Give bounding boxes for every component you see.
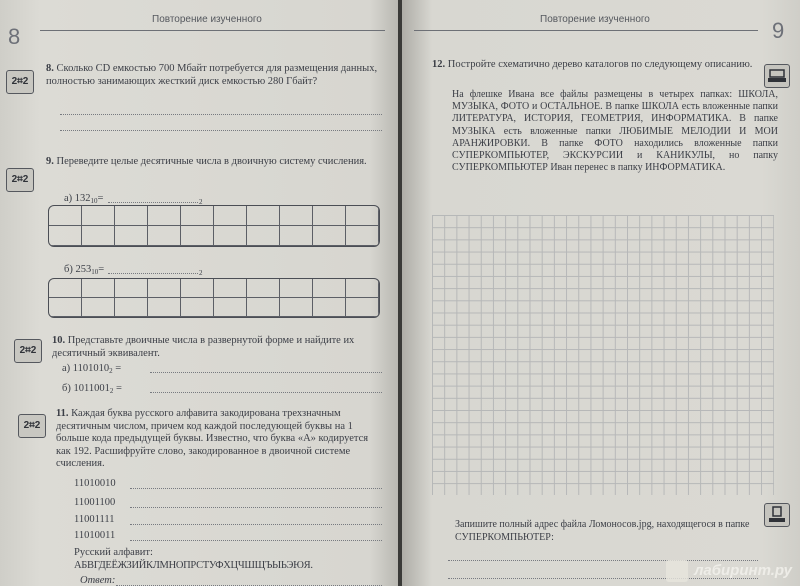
binary-b [62, 382, 122, 398]
answer-line[interactable] [130, 488, 382, 489]
task-description: На флешке Ивана все файлы размещены в четырех папках: ШКОЛА, МУЗЫКА, ФОТО и ОСТАЛЬНОЕ. В папке ШКОЛА есть вложенные папки ЛИТЕРАТУРА, ИСТОРИЯ, ГЕОМЕТРИЯ, ИНФОРМАТИКА. В папке МУЗЫКА есть вложенные папки ЛЮБИМЫЕ МЕЛОДИИ И МОИ АРАНЖИРОВКИ. В папке ФОТО находились вложенные папки СУПЕРКОМПЬЮТЕР, ЭКСКУРСИИ и КАНИКУЛЫ, но папку СУПЕРКОМПЬЮТЕР Иван перенес в папку ИНФОРМАТИКА. [452, 89, 778, 174]
answer-label: Ответ: [80, 575, 116, 586]
drawing-grid[interactable] [432, 215, 774, 495]
question-number: 11. [56, 408, 69, 419]
left-page-number: 8 [8, 24, 21, 49]
answer-line[interactable] [60, 130, 382, 131]
answer-line[interactable] [130, 540, 382, 541]
equals-sign: = [97, 193, 104, 204]
answer-line[interactable] [150, 392, 382, 393]
question-9 [46, 155, 381, 168]
code-line: 11010010 [74, 478, 116, 489]
number-label: а) 132 [64, 193, 91, 204]
alphabet-line [74, 546, 384, 572]
task-badge-icon: 2⌗2 [18, 414, 46, 438]
answer-line[interactable] [60, 114, 382, 115]
right-header [414, 8, 758, 31]
question-text: Каждая буква русского алфавита закодирована трехзначным десятичным числом, причем код каждой последующей буквы на 1 больше кода предыдущей буквы. Известно, что буква «А» кодируется как 192. Расшифруйте слово, закодированное в двоичной системе счисления. [56, 408, 369, 469]
question-text: Представьте двоичные числа в развернутой форме и найдите их десятичный эквивалент. [52, 335, 355, 359]
binary-number: б) 1011001 [62, 383, 110, 394]
equals-sign: = [98, 264, 105, 275]
code-line: 11010011 [74, 530, 116, 541]
task-badge-icon: 2⌗2 [14, 339, 42, 363]
answer-grid-a[interactable] [48, 205, 380, 247]
base-subscript: 10 [91, 268, 99, 276]
question-8 [46, 62, 381, 88]
answer-grid-b[interactable] [48, 278, 380, 318]
answer-line[interactable] [130, 507, 382, 508]
labirint-logo-icon [666, 560, 688, 582]
question-10 [52, 334, 382, 360]
base-subscript: 2 [109, 387, 114, 395]
address-prompt: Запишите полный адрес файла Ломоносов.jpg, находящегося в папке СУПЕРКОМПЬЮТЕР: [455, 519, 750, 543]
base-subscript: 2 [199, 269, 203, 277]
task-badge-icon: 2⌗2 [6, 168, 34, 192]
conversion-b [64, 263, 104, 279]
equals-sign: = [115, 363, 122, 374]
question-12 [432, 58, 762, 71]
base-subscript: 2 [109, 367, 113, 375]
alphabet-label: Русский алфавит: [74, 547, 153, 558]
question-text: Сколько CD емкостью 700 Мбайт потребуется для размещения данных, полностью занимающих жесткий диск емкостью 280 Гбайт? [46, 63, 378, 87]
right-page-number: 9 [772, 18, 785, 43]
left-header-title: Повторение изученного [152, 14, 262, 25]
base-subscript: 2 [199, 198, 203, 206]
computer-task-icon [764, 64, 790, 88]
binary-number: а) 1101010 [62, 363, 110, 374]
question-number: 10. [52, 335, 66, 346]
answer-line[interactable] [150, 372, 382, 373]
equals-sign: = [115, 383, 122, 394]
left-header [40, 8, 385, 31]
question-number: 12. [432, 59, 446, 70]
answer-line[interactable] [108, 273, 198, 274]
task-badge-icon: 2⌗2 [6, 70, 34, 94]
watermark-text: лабиринт.ру [694, 561, 792, 579]
answer-line[interactable] [108, 202, 198, 203]
alphabet-text: АБВГДЕЁЖЗИЙКЛМНОПРСТУФХЦЧШЩЪЫЬЭЮЯ. [74, 560, 313, 571]
computer-task-icon [764, 503, 790, 527]
base-subscript: 10 [90, 197, 98, 205]
code-line: 11001111 [74, 514, 115, 525]
watermark [666, 560, 792, 582]
right-header-title: Повторение изученного [540, 14, 650, 25]
question-number: 9. [46, 156, 54, 167]
code-line: 11001100 [74, 497, 116, 508]
question-11 [56, 408, 383, 471]
question-text: Постройте схематично дерево каталогов по следующему описанию. [447, 59, 753, 70]
question-text: Переведите целые десятичные числа в двоичную систему счисления. [56, 156, 367, 167]
question-number: 8. [46, 63, 54, 74]
number-label: б) 253 [64, 264, 92, 275]
left-page [0, 0, 398, 586]
binary-a [62, 362, 121, 378]
answer-line[interactable] [130, 524, 382, 525]
